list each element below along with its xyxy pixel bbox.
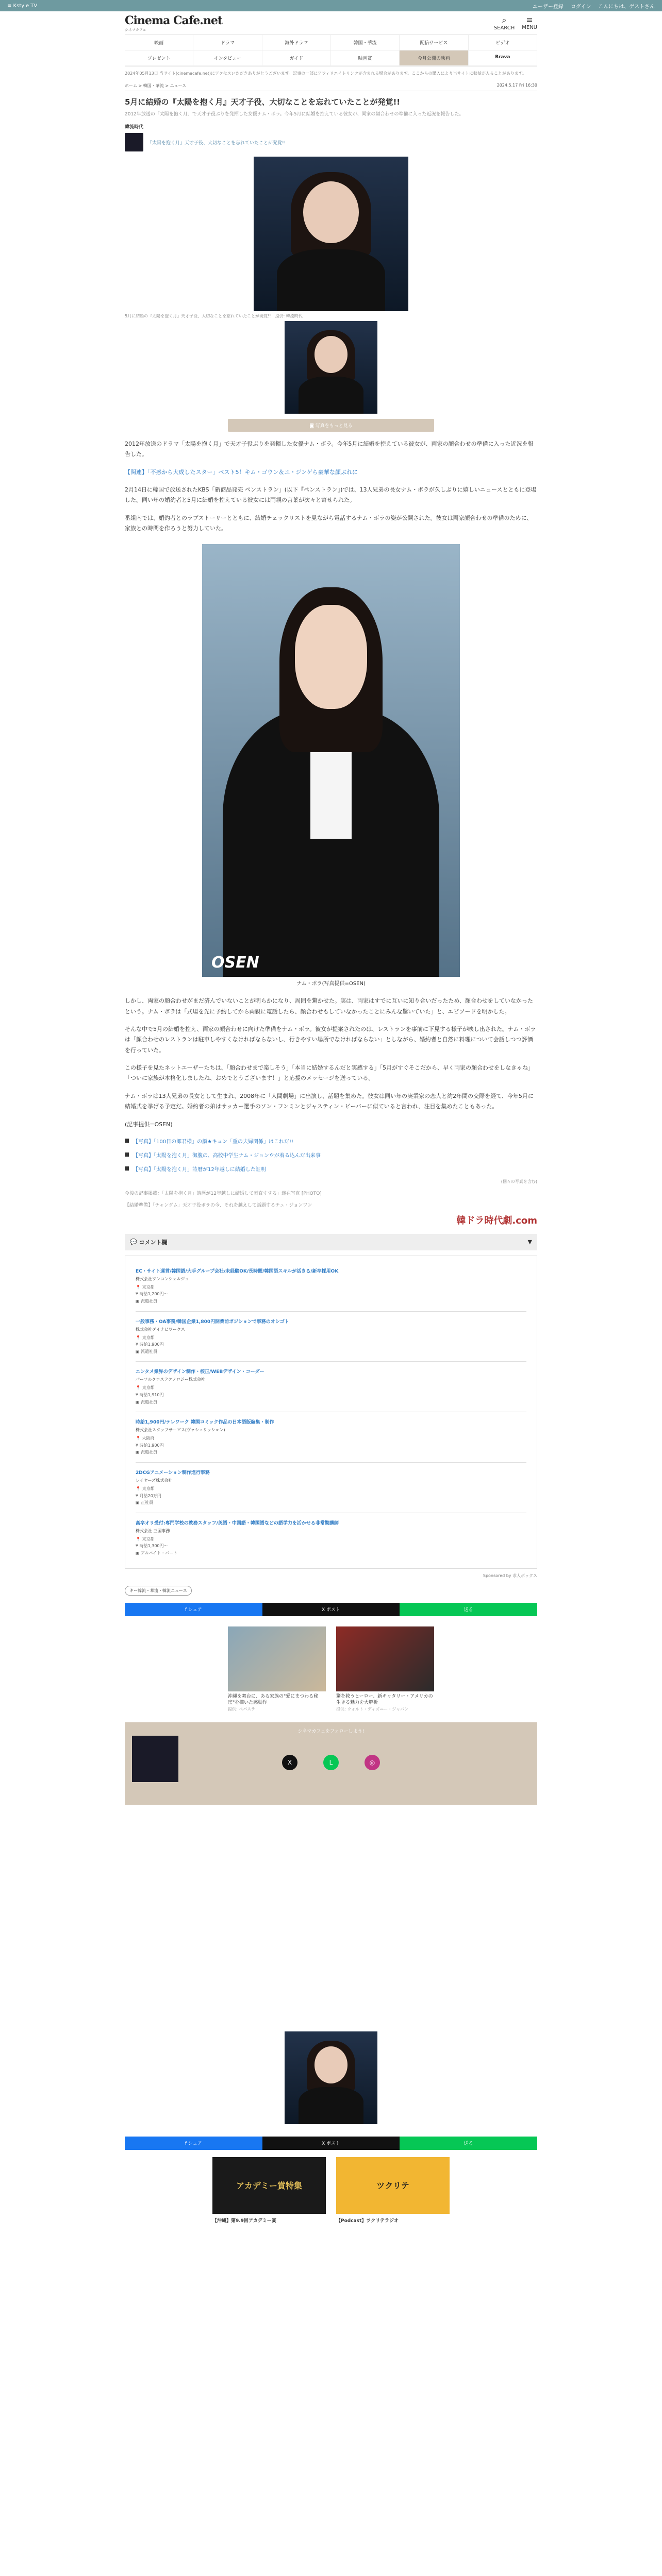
nav-item[interactable]: 映画賞 (331, 50, 400, 66)
article-lead: 2012年放送の「太陽を抱く月」で天才子役ぶりを発揮した女優ナム・ボラ。今年5月に結婚を控えている彼女が、両家の顔合わせの準備に入った近況を報告した。 (125, 111, 464, 117)
hamburger-icon: ≡ (526, 15, 533, 25)
share-bar-bottom (125, 2137, 537, 2150)
related-photo-link[interactable]: 【写真】「太陽を抱く月」詩暦が12年越しに結婚した証明 (125, 1165, 537, 1173)
comment-icon: 💬 (130, 1239, 139, 1246)
facebook-share-button[interactable]: f シェア (125, 1603, 262, 1616)
facebook-share-button[interactable]: f シェア (125, 2137, 262, 2150)
related-photo-link[interactable]: 【写真】「太陽を抱く月」御腹の、高校中学生ナム・ジョンウが着る込んだ出来事 (125, 1151, 537, 1159)
camera-icon: ◙ (309, 423, 316, 429)
nav-item-active[interactable]: 今月公開の映画 (400, 50, 468, 66)
site-header (125, 11, 537, 35)
instagram-icon[interactable]: ◎ (365, 1755, 380, 1770)
line-send-button[interactable]: 送る (400, 1603, 537, 1616)
job-listings (125, 1256, 537, 1569)
breadcrumb-path[interactable]: ホーム > 韓国・華流 > ニュース (125, 83, 187, 88)
bullet-icon (125, 1153, 129, 1157)
share-bar (125, 1603, 537, 1616)
job-item[interactable]: 高卒オリ受付:専門学校の教務スタッフ/英語・中国語・韓国語などの語学力を活かせる非常勤講師 株式会社 三国事務 📍 東京都 ¥ 時給1,300円〜 ▣ アルバイト・パート (136, 1520, 339, 1555)
top-bar (0, 0, 662, 11)
job-item[interactable]: EC・サイト運営/韓国語/大手グループ会社/未経験OK/長時間/韓国語スキルが活きる/新卒採用OK 株式会社ワンコンシェルジュ 📍 東京都 ¥ 時給1,200円〜 ▣ 派遣社員 (136, 1261, 526, 1312)
main-photo[interactable] (254, 157, 408, 311)
publish-date: 2024.5.17 Fri 16:30 (496, 83, 537, 88)
search-icon: ⌕ (502, 15, 507, 25)
chevron-down-icon: ▼ (527, 1239, 532, 1246)
pr-image: ツクリテ (336, 2157, 450, 2214)
register-link[interactable]: ユーザー登録 (532, 4, 564, 10)
breadcrumb (125, 81, 537, 91)
related-link[interactable]: 【関連】「不惑から大成したスター」ベスト5！キム・ゴウン＆ユ・ジンゲら豪華な顔ぶれに (125, 468, 358, 476)
site-logo[interactable]: Cinema Cafe.net シネマカフェ (125, 13, 223, 32)
brand-link[interactable]: ≡ Kstyle TV (7, 3, 38, 9)
recommend-image (228, 1626, 326, 1691)
x-post-button[interactable]: X ポスト (262, 2137, 400, 2150)
search-button[interactable]: ⌕ SEARCH (493, 15, 515, 31)
nav-item[interactable]: 海外ドラマ (262, 35, 331, 50)
sponsor-label[interactable]: Sponsored by 求人ボックス (483, 1573, 537, 1578)
paragraph: 番組内では、婚約者とのラブストーリーとともに、結婚チェックリストを見ながら電話するナム・ボラの姿が公開された。彼女は両家顔合わせの準備のために、家族との時間を作ろうと努力していた。 (125, 514, 533, 532)
line-send-button[interactable]: 送る (400, 2137, 537, 2150)
author-name: 韓流時代 (125, 125, 144, 130)
recommend-card[interactable]: 驚を救うヒーロー、新キャタリー・アメリカの生きる魅力を大解析 提供: ウォルト・ディズニー・ジャパン (336, 1626, 434, 1712)
menu-button[interactable]: ≡ MENU (522, 15, 537, 30)
paragraph: 2012年放送のドラマ「太陽を抱く月」で天才子役ぶりを発揮した女優ナム・ボラ。今年5月に結婚を控えている彼女が、両家の顔合わせの準備に入った近況を報告した。 (125, 440, 534, 458)
nav-item[interactable]: ドラマ (193, 35, 262, 50)
recommend-image (336, 1626, 434, 1691)
paragraph: そんな中で5月の結婚を控え、両家の顔合わせに向けた準備をナム・ボラ。彼女が提案されたのは、レストランを事前に下見する様子が映し出された。ナム・ボラは「顔合わせのレストランは駐車しやすくなければならないし、行きやすい場所でなければならない」としながら、婚約者と自然に料理について会話しつつ評価を行っていた。 (125, 1026, 536, 1054)
affiliate-notice: 2024年05月13日 当サイト(cinemacafe.net)にアクセスいただきありがとうございます。記事の一部にアフィリエイトリンクが含まれる場合があります。ここからの購入により当サイトに収益が入ることがあります。 (125, 71, 527, 76)
paragraph: 2月14日に韓国で放送されたKBS「新商品発売 ペンストラン」(以下『ペンストラン』)では、13人兄弟の長女ナム・ボラが久しぶりに嬉しいニュースとともに登場した。同い年の婚約者と5月に結婚を控えている彼女には両親の言葉が次々と寄せられた。 (125, 486, 537, 504)
article-photo-caption: ナム・ボラ(写真提供=OSEN) (296, 981, 366, 987)
osen-watermark: OSEN (211, 954, 259, 972)
follow-section (125, 1722, 537, 1805)
article-body (125, 439, 537, 1173)
recommend-card[interactable]: 沖縄を舞台に、ある家族の"愛にまつわる秘密"を描いた感動作 提供: ペパステ (228, 1626, 326, 1712)
pr-card[interactable]: ツクリテ 【Podcast】ツクリテラジオ (336, 2157, 450, 2224)
main-nav (125, 35, 537, 66)
line-icon[interactable]: L (323, 1755, 339, 1770)
related-thumbnail (125, 133, 143, 151)
footnote: (個々の写真を含む) (501, 1179, 537, 1184)
article-photo[interactable] (202, 544, 460, 977)
category-tag[interactable]: キー韓流・華流・韓流ニュース (125, 1586, 192, 1596)
nav-item[interactable]: インタビュー (193, 50, 262, 66)
nav-item[interactable]: 韓国・華流 (331, 35, 400, 50)
nav-item[interactable]: 配信サービス (400, 35, 468, 50)
thumbnail-photo[interactable] (285, 321, 377, 414)
paragraph: しかし、両家の顔合わせがまだ済んでいないことが明らかになり、周囲を驚かせた。実は、両家はすでに互いに知り合いだったため、顔合わせをしていなかったという。ナム・ボラは「式場を先に予約してから両親に電話したら、顔合わせもしていなかったことにみんな驚いていた」と、エピソードを明かした。 (125, 997, 533, 1015)
paragraph: この様子を見たネットユーザーたちは、「顔合わせまで楽しそう」「本当に結婚するんだと実感する」「5月がすぐそこだから、早く両家の顔合わせをしなきゃね」「ついに家族が本格化しましたね、おめでとうございます！」と応援のメッセージを送っている。 (125, 1064, 534, 1082)
greeting: こんにちは、ゲストさん (598, 4, 655, 10)
nav-item[interactable]: ガイド (262, 50, 331, 66)
pr-articles (125, 2150, 537, 2231)
footer-photo[interactable] (285, 2031, 377, 2124)
kanryu-logo[interactable]: 韓ドラ時代劇.com (456, 1215, 537, 1226)
bottom-link[interactable]: 【結婚準備】「チャングム」天才子役ボラの今、それを越えして話題するチュ・ジョンワン (125, 1202, 312, 1208)
bullet-icon (125, 1139, 129, 1143)
bottom-link[interactable]: 今後の記事掲載：「太陽を抱く月」詩暦が12年越しに結婚して素直すする」遂在写真 [PHOTO] (125, 1191, 322, 1196)
bullet-icon (125, 1166, 129, 1171)
related-article[interactable]: 『太陽を抱く月』天才子役、大切なことを忘れていたことが発覚!! (125, 133, 537, 151)
nav-item[interactable]: プレゼント (125, 50, 193, 66)
nav-item[interactable]: ビデオ (469, 35, 537, 50)
login-link[interactable]: ログイン (570, 4, 591, 10)
author-avatar (132, 1736, 178, 1782)
source-note: (記事提供=OSEN) (125, 1121, 173, 1128)
nav-item[interactable]: 映画 (125, 35, 193, 50)
x-icon[interactable]: X (282, 1755, 297, 1770)
follow-label: シネマカフェをフォローしよう! (297, 1728, 365, 1734)
more-photos-button[interactable]: ◙ 写真をもっと見る (228, 419, 434, 432)
job-item[interactable]: 時給1,900円/テレワーク 韓国コミック作品の日本語版編集・制作 株式会社スタッフサービス(ヴァシェリッション) 📍 大阪府 ¥ 時給1,900円 ▣ 派遣社員 (136, 1412, 526, 1463)
job-item[interactable]: 一般事務・OA事務/韓国企業1,800円開業前ポジションで事務のオシゴト 株式会社ダイナビワークス 📍 東京都 ¥ 時給1,900円 ▣ 派遣社員 (136, 1312, 526, 1362)
pr-image: アカデミー賞特集 (212, 2157, 326, 2214)
comments-toggle[interactable]: 💬 コメント欄 ▼ (125, 1234, 537, 1250)
paragraph: ナム・ボラは13人兄弟の長女として生まれ、2008年に「人間劇場」に出演し、話題を集めた。彼女は同い年の実業家の恋人と約2年間の交際を経て、今年5月に結婚式を挙げる予定だ。婚約者の弟はサッカー選手のソン・フンミンとジャスティン・ビーバーに似ていると言われ、注目を集めたこともあった。 (125, 1092, 534, 1110)
article-title: 5月に結婚の『太陽を抱く月』天才子役、大切なことを忘れていたことが発覚!! (125, 97, 401, 107)
nav-item[interactable]: Brava (469, 50, 537, 66)
job-item[interactable]: 2DCGアニメーション制作進行事務 レイヤーズ株式会社 📍 東京都 ¥ 月給20万円 ▣ 正社員 (136, 1463, 526, 1513)
related-photo-link[interactable]: 【写真】「100日の郎君様」の顔★キュン「重の夫婦関係」はこれだ!! (125, 1137, 537, 1145)
job-item[interactable]: エンタメ業界のデザイン制作・校正/WEBデザイン・コーダー パーソルクロステクノロジー株式会社 📍 東京都 ¥ 時給1,910円 ▣ 派遣社員 (136, 1362, 526, 1412)
pr-card[interactable]: アカデミー賞特集 【沖縄】第9.9回アカデミー賞 (212, 2157, 326, 2224)
x-post-button[interactable]: X ポスト (262, 1603, 400, 1616)
recommended-articles (125, 1616, 537, 1722)
photo-caption: 5月に結婚の『太陽を抱く月』天才子役、大切なことを忘れていたことが発覚!! 提供: 韓流時代 (125, 314, 303, 318)
